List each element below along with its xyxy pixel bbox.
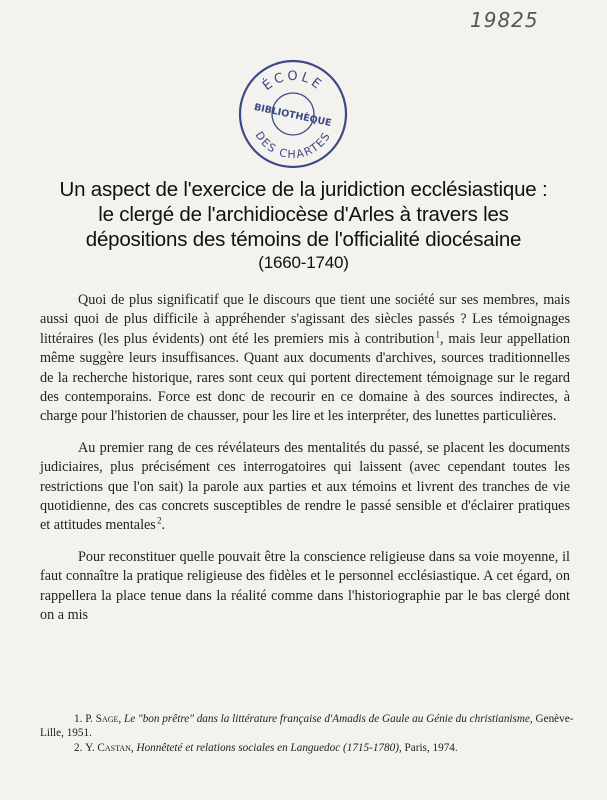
footnote-ref-2: 2 — [157, 515, 162, 526]
title-years: (1660-1740) — [258, 253, 349, 272]
paragraph-2 — [40, 439, 570, 536]
stamp-center-text: BIBLIOTHÈQUE — [252, 101, 333, 130]
paragraph-1-text-cont: , mais leur appellation même suggère leurs insuffisances. Quant aux documents d'archives, sources traditionnelles de la recherche historique, rares sont ceux qui portent directement témoignage sur le regard des contemporains. Force est donc de recourir en ce domaine à des sources indirectes, à charge pour l'historien de chausser, pour les lire et les interpréter, des lunettes particulières. — [40, 330, 570, 425]
footnote-ref-1: 1 — [435, 329, 441, 340]
footnote-1 — [40, 712, 580, 740]
footnote-1-rest: Genève-Lille, 1951. — [40, 713, 574, 739]
footnote-2-author: Y. Castan, — [85, 742, 134, 754]
article-title — [40, 177, 567, 274]
footnote-1-author: P. Sage, — [85, 713, 122, 725]
paragraph-3 — [40, 548, 570, 626]
footnote-2 — [40, 741, 580, 755]
paragraph-1-text: Quoi de plus significatif que le discours que tient une société sur ses membres, mais aussi quoi de plus difficile à appréhender s'agissant des siècles passés ? Les témoignages littéraires (les plus évidents) ont été les premiers mis à contribution — [40, 292, 570, 347]
footnote-1-title: Le "bon prêtre" dans la littérature française d'Amadis de Gaule au Génie du christianisme, — [124, 713, 533, 725]
stamp-bottom-arc: DES CHARTES — [252, 129, 334, 162]
paragraph-2-text: Au premier rang de ces révélateurs des mentalités du passé, se placent les documents judiciaires, plus précisément ces interrogatoires qui laissent (avec cependant toutes les restrictions que l'on sait) la parole aux parties et aux témoins et livrent des tranches de vie quotidienne, des cas concrets susceptibles de rendre le passé sensible et d'éclairer pratiques et attitudes mentales — [40, 439, 570, 534]
body-text — [40, 291, 570, 638]
footnote-2-title: Honnêteté et relations sociales en Languedoc (1715-1780), — [136, 742, 402, 754]
paragraph-2-text-cont: . — [161, 517, 166, 534]
paragraph-1 — [40, 291, 570, 427]
paragraph-3-text: Pour reconstituer quelle pouvait être la conscience religieuse dans sa voie moyenne, il faut connaître la pratique religieuse des fidèles et le personnel ecclésiastique. A cet égard, on rappellera la place tenue dans la réalité comme dans l'historiographie par le bas clergé dont on a mis — [40, 548, 570, 624]
footnote-1-number: 1. — [74, 713, 83, 725]
footnote-2-rest: Paris, 1974. — [404, 742, 458, 754]
stamp-top-arc: ÉCOLE — [260, 68, 326, 94]
title-line-1: Un aspect de l'exercice de la juridiction ecclésiastique : — [59, 178, 548, 201]
title-line-2: le clergé de l'archidiocèse d'Arles à travers les — [98, 203, 509, 226]
footnote-2-number: 2. — [74, 742, 83, 754]
title-line-3: dépositions des témoins de l'officialité diocésaine — [85, 228, 522, 251]
footnotes — [40, 712, 580, 756]
call-number: 19825 — [470, 8, 539, 32]
library-stamp — [237, 58, 349, 170]
